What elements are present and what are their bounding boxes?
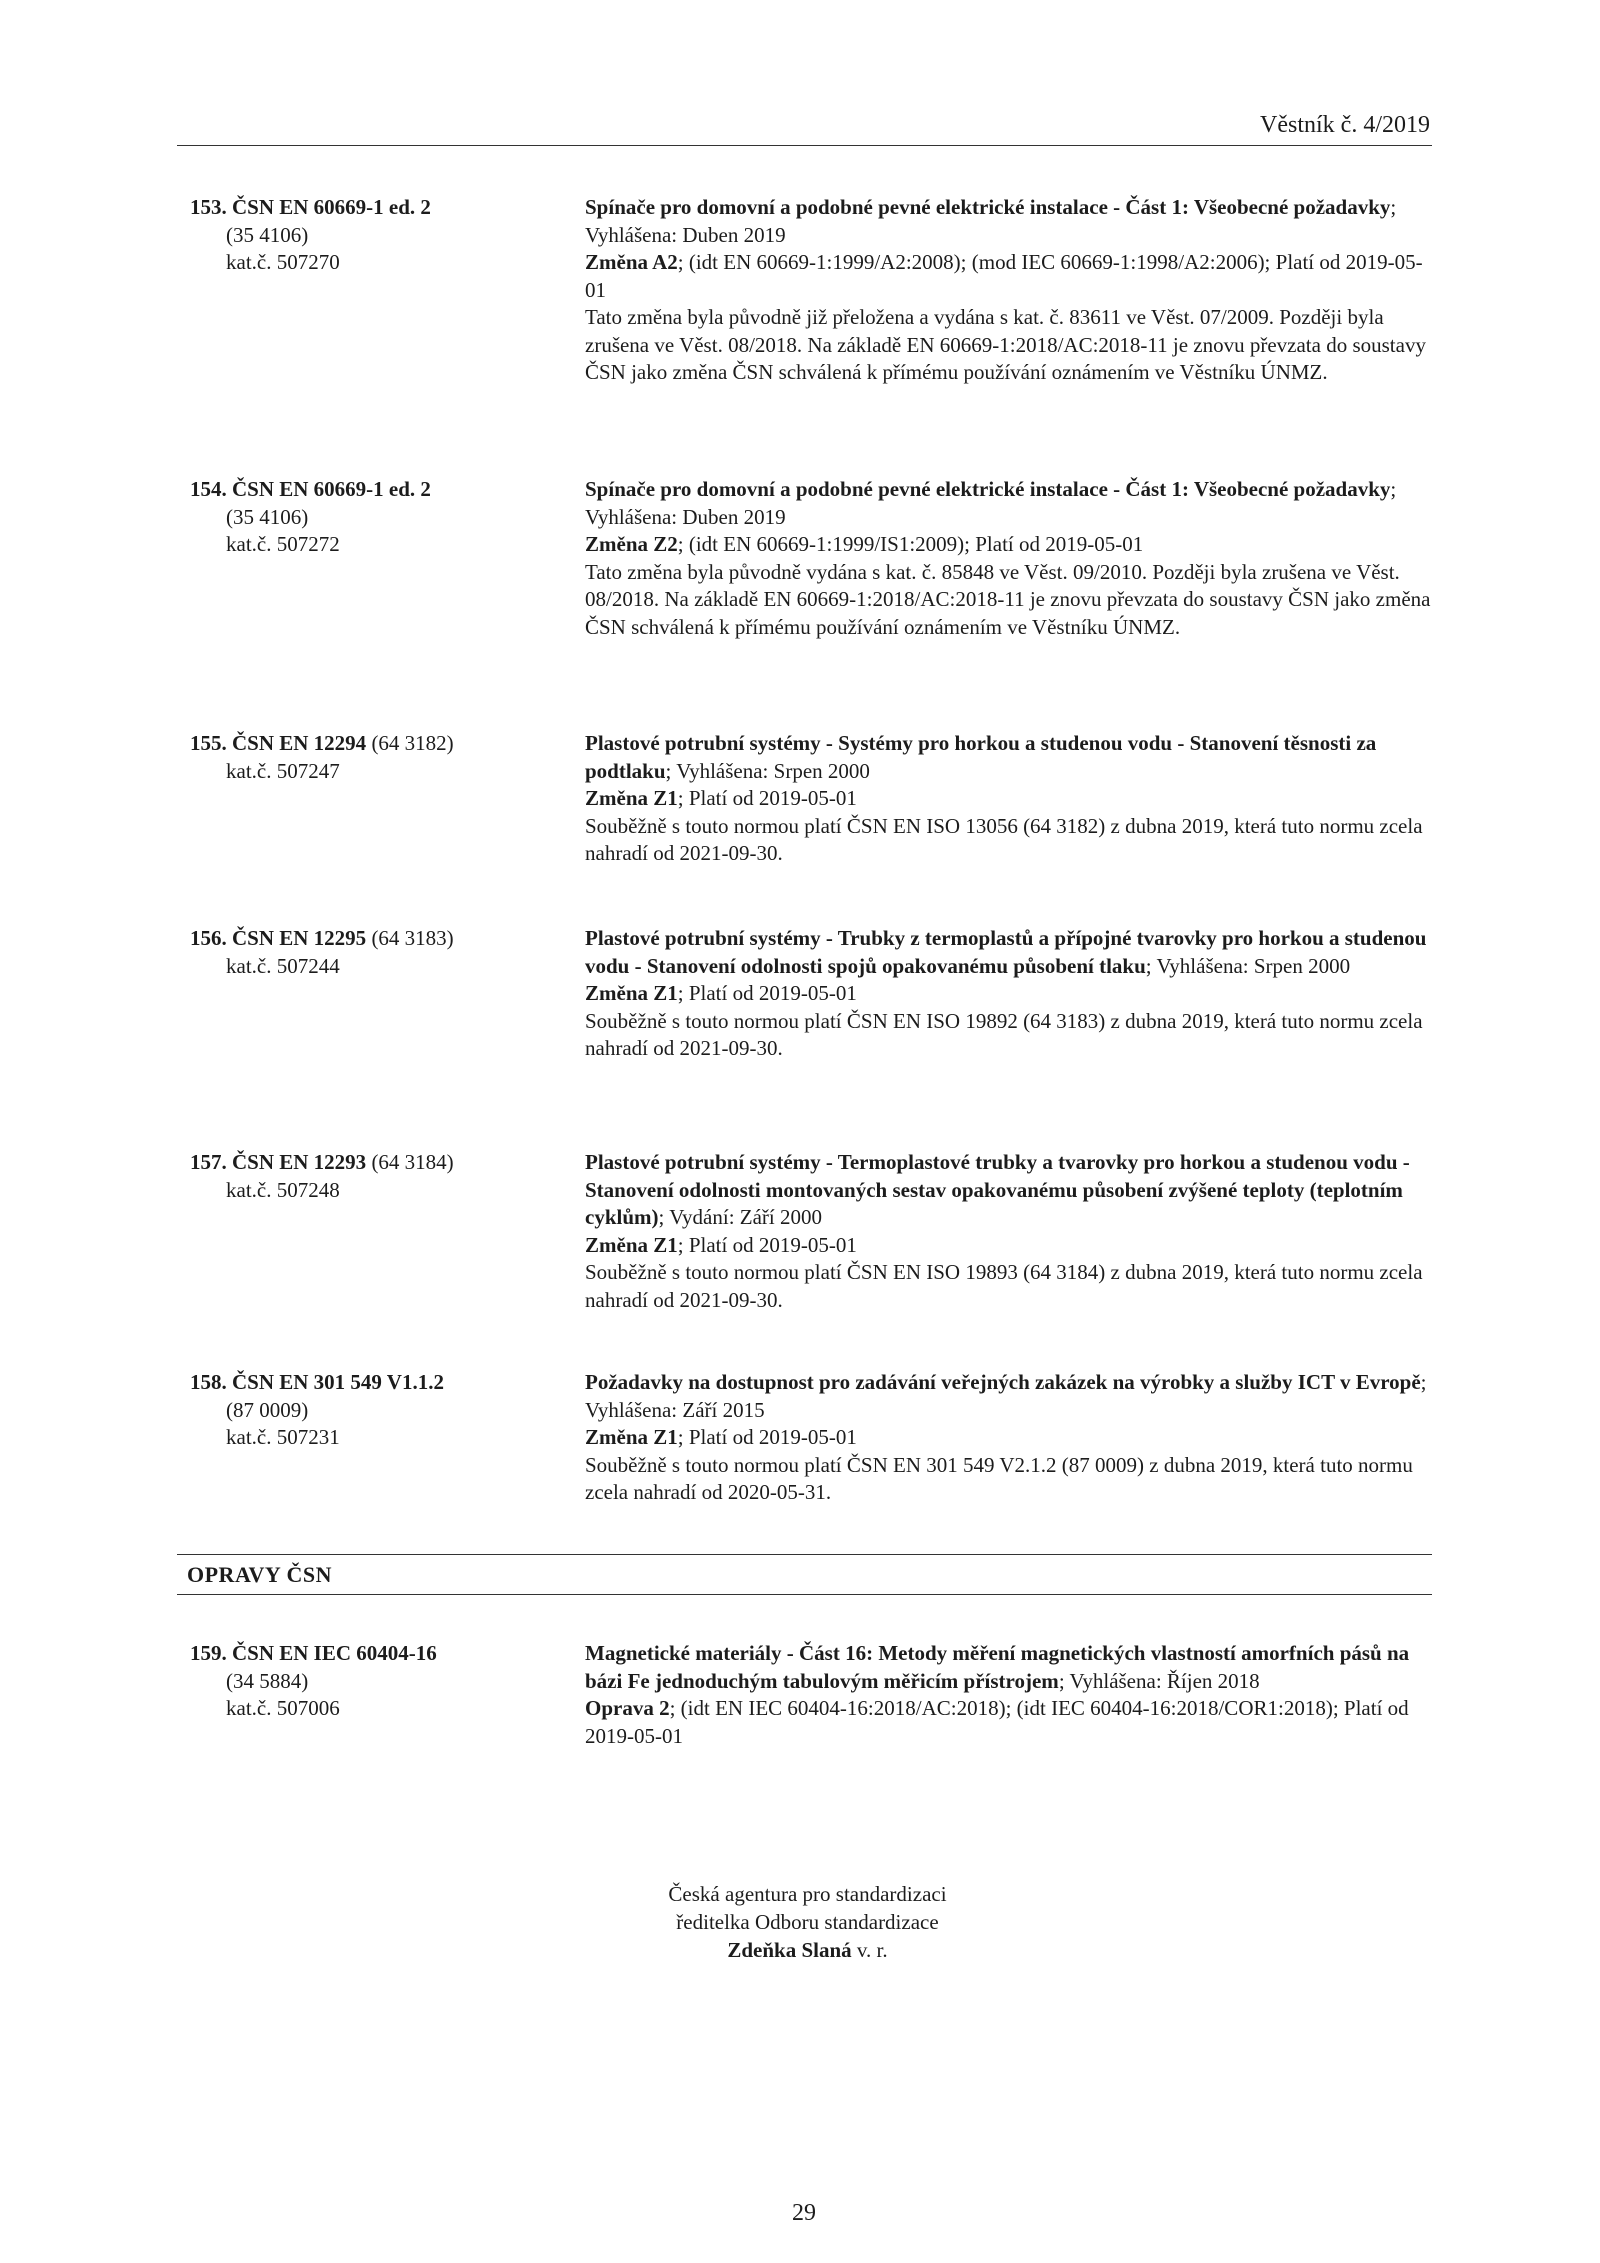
entry-number: 157. [190, 1150, 227, 1174]
entry-note: Souběžně s touto normou platí ČSN EN ISO 19893 (64 3184) z dubna 2019, která tuto normu zcela nahradí od 2021-09-30. [585, 1260, 1423, 1312]
announcement: ; Vyhlášena: Říjen 2018 [1058, 1668, 1260, 1693]
section-title: OPRAVY ČSN [187, 1562, 332, 1587]
journal-issue-header: Věstník č. 4/2019 [1260, 112, 1430, 138]
standard-title: Plastové potrubní systémy - Termoplastové trubky a tvarovky pro horkou a studenou vodu - Stanovení odolnosti montovaných sestav opakovanému působení zvýšené teploty (teplotním cyklům) [585, 1150, 1410, 1229]
correction-label: Oprava 2 [585, 1696, 670, 1720]
change-details: ; (idt EN 60669-1:1999/IS1:2009); Platí od 2019-05-01 [677, 532, 1144, 556]
catalog-number: kat.č. 507270 [226, 250, 340, 274]
standard-code: ČSN EN 60669-1 ed. 2 [232, 195, 431, 219]
change-label: Změna Z2 [585, 532, 678, 556]
class-code: (35 4106) [226, 222, 309, 247]
entry-details [585, 1369, 1435, 1507]
entry-note: Souběžně s touto normou platí ČSN EN ISO 13056 (64 3182) z dubna 2019, která tuto normu zcela nahradí od 2021-09-30. [585, 813, 1423, 865]
announcement: ; Vyhlášena: Duben 2019 [585, 195, 1397, 247]
standard-title: Požadavky na dostupnost pro zadávání veřejných zakázek na výrobky a služby ICT v Evropě [585, 1370, 1421, 1394]
entry-number: 156. [190, 926, 227, 950]
announcement: ; Vyhlášena: Duben 2019 [585, 477, 1397, 529]
agency-name: Česká agentura pro standardizaci [668, 1882, 947, 1906]
change-label: Změna Z1 [585, 1425, 678, 1449]
standard-class-code: (64 3184) [366, 1150, 454, 1174]
entry-identifier [190, 730, 560, 785]
entry-identifier [190, 1149, 560, 1204]
entry-note: Tato změna byla původně vydána s kat. č. 85848 ve Věst. 09/2010. Později byla zrušena ve Věst. 08/2018. Na základě EN 60669-1:2018/AC:2018-11 je znovu převzata do soustavy ČSN jako změna ČSN schválená k přímému používání oznámením ve Věstníku ÚNMZ. [585, 559, 1431, 639]
header-divider [177, 145, 1432, 146]
entry-details [585, 194, 1435, 387]
announcement: ; Vyhlášena: Září 2015 [585, 1370, 1427, 1422]
change-details: ; Platí od 2019-05-01 [677, 1232, 857, 1257]
entry-number: 153. [190, 195, 227, 219]
entry-identifier [190, 1369, 560, 1452]
class-code: (87 0009) [226, 1397, 309, 1422]
entry-number: 159. [190, 1641, 227, 1665]
change-details: ; Platí od 2019-05-01 [677, 981, 857, 1005]
entry-note: Tato změna byla původně již přeložena a vydána s kat. č. 83611 ve Věst. 07/2009. Později byla zrušena ve Věst. 08/2018. Na základě EN 60669-1:2018/AC:2018-11 je znovu převzata do soustavy ČSN jako změna ČSN schválená k přímému používání oznámením ve Věstníku ÚNMZ. [585, 305, 1426, 384]
standard-code: ČSN EN IEC 60404-16 [232, 1641, 437, 1665]
signatory-role: ředitelka Odboru standardizace [676, 1910, 939, 1934]
catalog-number: kat.č. 507244 [226, 953, 340, 978]
catalog-number: kat.č. 507231 [226, 1425, 340, 1449]
entry-identifier [190, 194, 560, 277]
standard-title: Plastové potrubní systémy - Systémy pro horkou a studenou vodu - Stanovení těsnosti za podtlaku [585, 731, 1377, 783]
correction-details: ; (idt EN IEC 60404-16:2018/AC:2018); (idt IEC 60404-16:2018/COR1:2018); Platí od 2019-05-01 [585, 1696, 1409, 1748]
entry-details [585, 476, 1435, 641]
entry-number: 154. [190, 477, 227, 501]
entry-identifier [190, 1640, 560, 1723]
standard-title: Spínače pro domovní a podobné pevné elektrické instalace - Část 1: Všeobecné požadavky [585, 195, 1391, 219]
change-label: Změna Z1 [585, 786, 678, 810]
change-label: Změna A2 [585, 250, 678, 274]
change-details: ; (idt EN 60669-1:1999/A2:2008); (mod IEC 60669-1:1998/A2:2006); Platí od 2019-05-01 [585, 250, 1423, 302]
standard-code: ČSN EN 12295 [232, 926, 367, 950]
signatory-name: Zdeňka Slaná [727, 1938, 852, 1962]
standard-code: ČSN EN 301 549 V1.1.2 [232, 1370, 444, 1394]
catalog-number: kat.č. 507248 [226, 1177, 340, 1202]
class-code: (35 4106) [226, 504, 309, 529]
announcement: ; Vyhlášena: Srpen 2000 [665, 758, 870, 783]
catalog-number: kat.č. 507247 [226, 758, 340, 783]
change-label: Změna Z1 [585, 981, 678, 1005]
change-details: ; Platí od 2019-05-01 [677, 1425, 857, 1449]
entry-number: 155. [190, 731, 227, 755]
entry-details [585, 1640, 1435, 1750]
announcement: ; Vyhlášena: Srpen 2000 [1145, 953, 1351, 978]
page-number: 29 [792, 2200, 816, 2226]
entry-details [585, 730, 1435, 868]
class-code: (34 5884) [226, 1668, 309, 1693]
entry-note: Souběžně s touto normou platí ČSN EN ISO 19892 (64 3183) z dubna 2019, která tuto normu zcela nahradí od 2021-09-30. [585, 1008, 1423, 1060]
standard-title: Spínače pro domovní a podobné pevné elektrické instalace - Část 1: Všeobecné požadavky [585, 477, 1391, 501]
standard-title: Magnetické materiály - Část 16: Metody měření magnetických vlastností amorfních pásů na bázi Fe jednoduchým tabulovým měřicím přístrojem [585, 1641, 1410, 1693]
standard-title: Plastové potrubní systémy - Trubky z termoplastů a přípojné tvarovky pro horkou a studenou vodu - Stanovení odolnosti spojů opakovanému působení tlaku [585, 926, 1427, 978]
announcement: ; Vydání: Září 2000 [658, 1205, 823, 1229]
entry-details [585, 1149, 1435, 1314]
signature-block [0, 1880, 1600, 1964]
entry-note: Souběžně s touto normou platí ČSN EN 301 549 V2.1.2 (87 0009) z dubna 2019, která tuto normu zcela nahradí od 2020-05-31. [585, 1452, 1413, 1504]
standard-code: ČSN EN 60669-1 ed. 2 [232, 477, 431, 501]
standard-class-code: (64 3183) [366, 926, 454, 950]
standard-class-code: (64 3182) [366, 731, 454, 755]
change-details: ; Platí od 2019-05-01 [677, 786, 857, 810]
section-bottom-rule [177, 1594, 1432, 1595]
entry-details [585, 925, 1435, 1063]
catalog-number: kat.č. 507272 [226, 532, 340, 556]
standard-code: ČSN EN 12293 [232, 1150, 367, 1174]
catalog-number: kat.č. 507006 [226, 1696, 340, 1720]
section-top-rule [177, 1554, 1432, 1555]
entry-identifier [190, 476, 560, 559]
change-label: Změna Z1 [585, 1232, 678, 1257]
entry-identifier [190, 925, 560, 980]
standard-code: ČSN EN 12294 [232, 731, 367, 755]
entry-number: 158. [190, 1370, 227, 1394]
signature-suffix: v. r. [851, 1938, 888, 1962]
